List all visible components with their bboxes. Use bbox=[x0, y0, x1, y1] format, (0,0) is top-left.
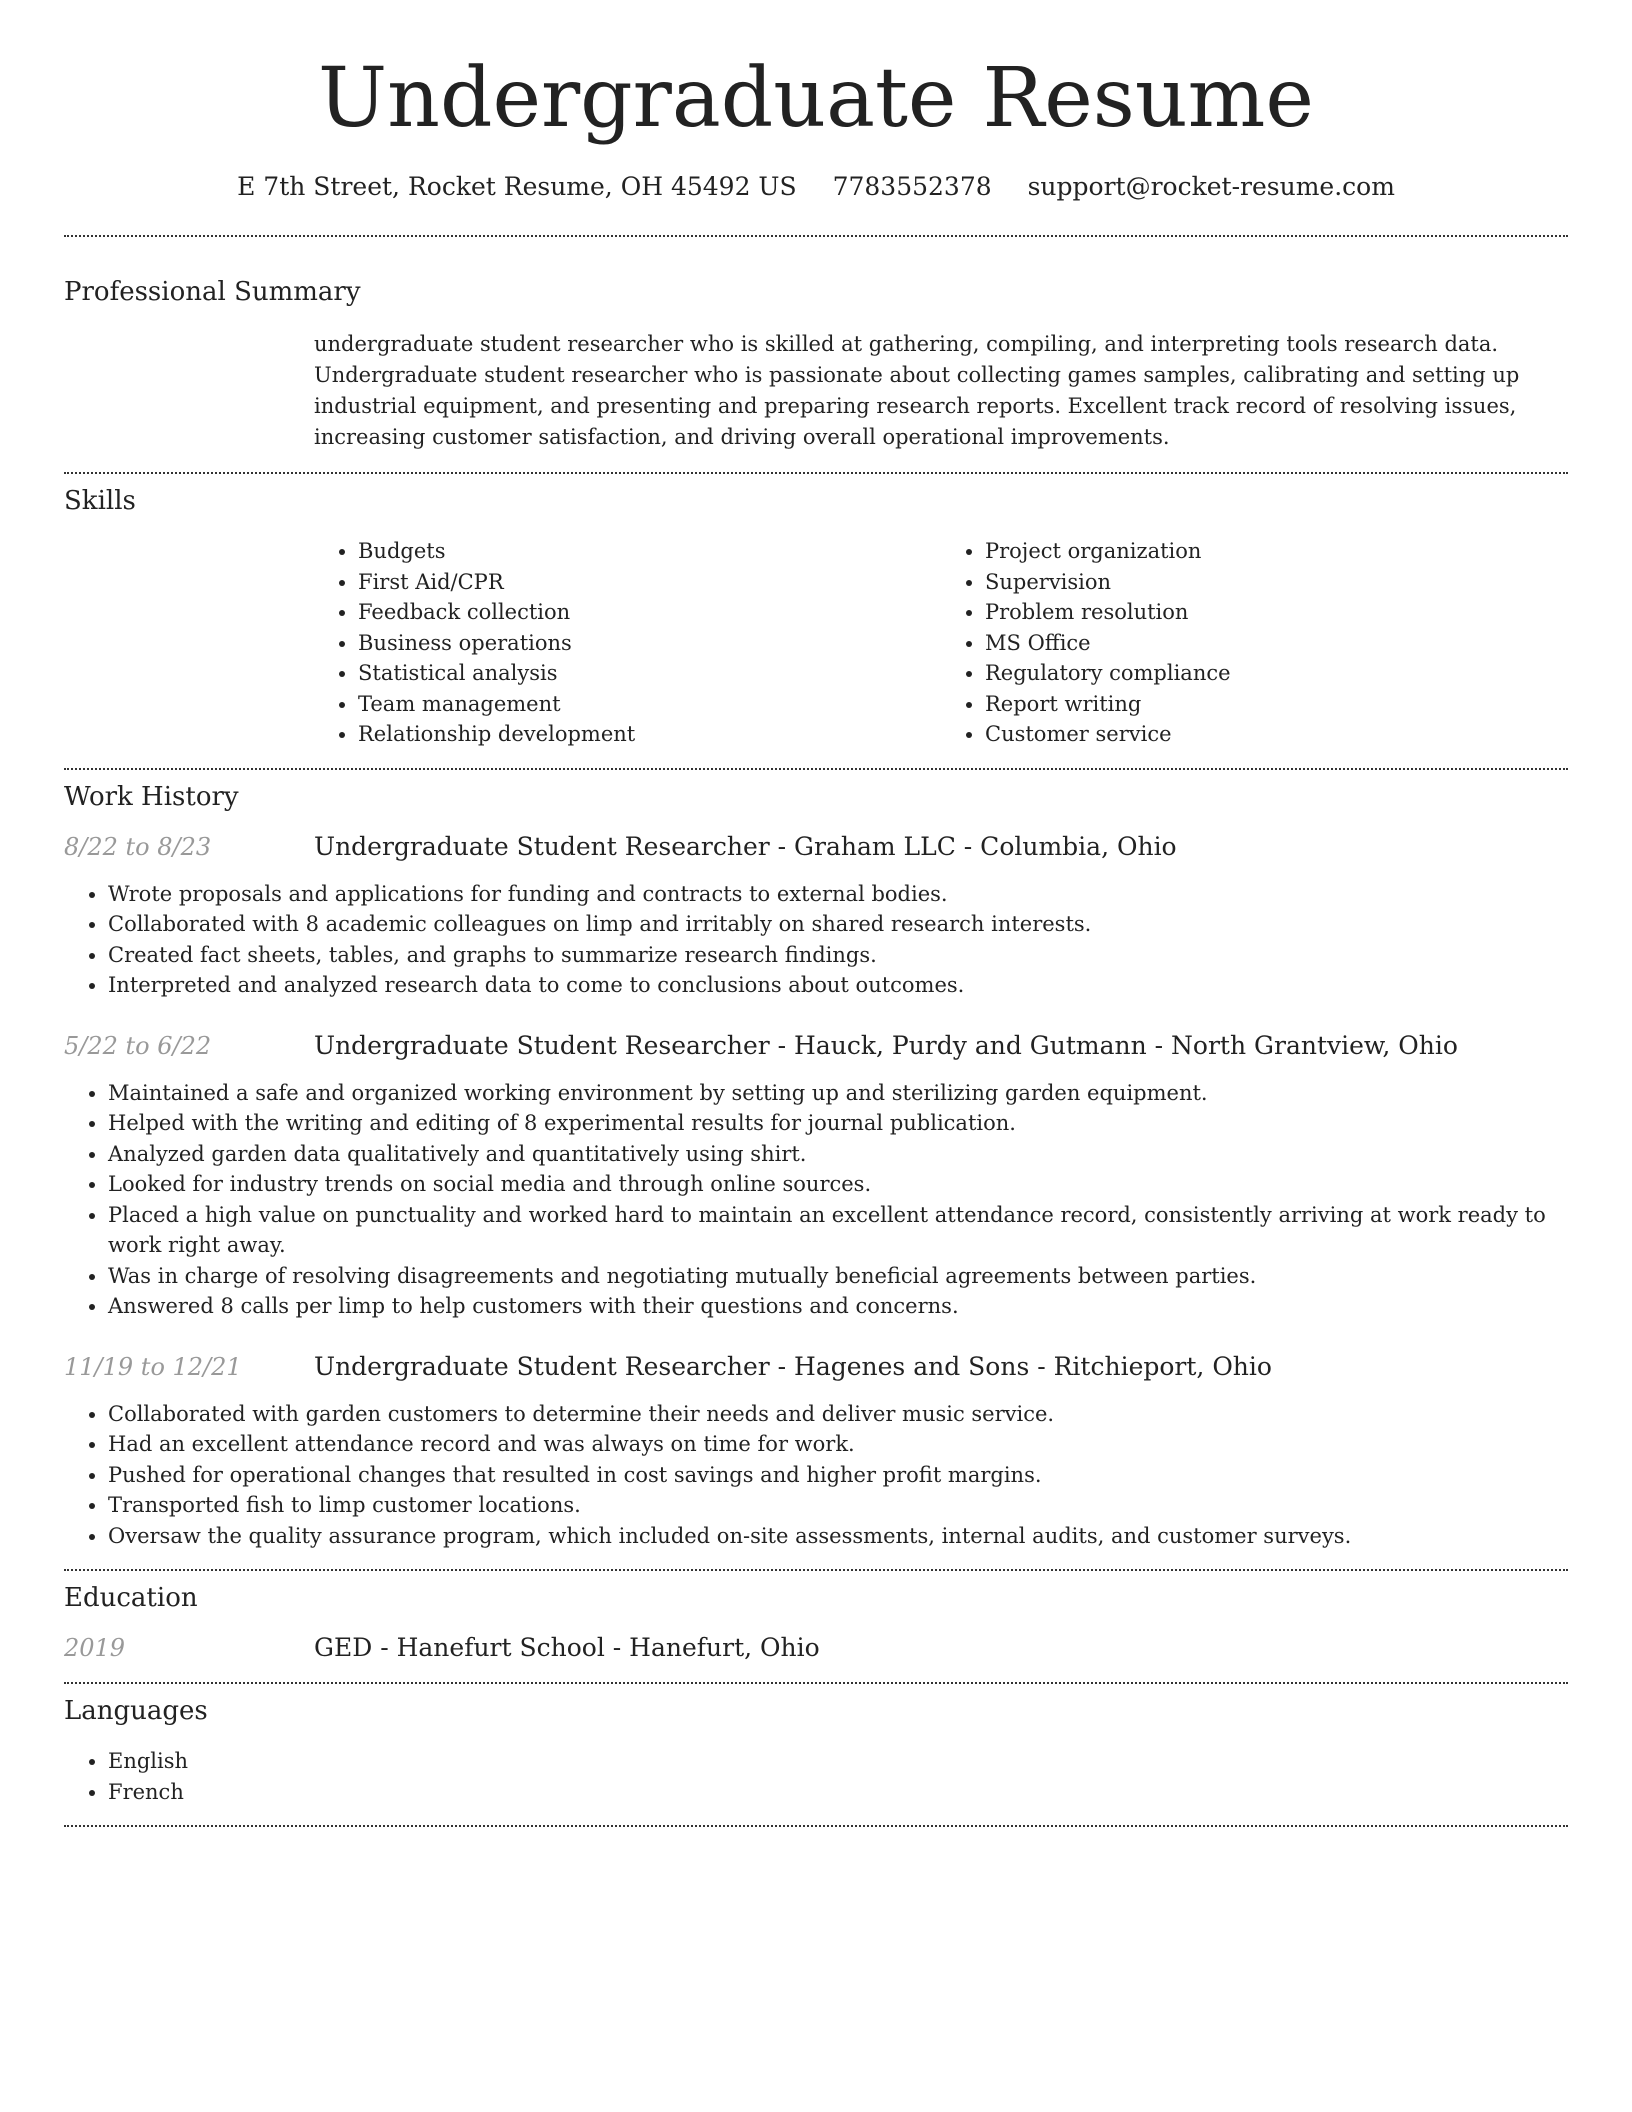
list-item: • Collaborated with garden customers to determine their needs and deliver music service. bbox=[108, 1399, 1568, 1430]
job-dates: 8/22 to 8/23 bbox=[64, 832, 212, 861]
phone: 7783552378 bbox=[832, 172, 992, 202]
job-bullets bbox=[64, 1399, 1568, 1552]
job-entry bbox=[64, 1031, 1568, 1322]
email: support@rocket-resume.com bbox=[1027, 172, 1395, 202]
list-item: • Created fact sheets, tables, and graphs to summarize research findings. bbox=[108, 940, 1568, 971]
education-year: 2019 bbox=[64, 1634, 126, 1663]
job-dates: 11/19 to 12/21 bbox=[64, 1352, 242, 1381]
languages-list bbox=[64, 1746, 1568, 1807]
divider bbox=[64, 768, 1568, 770]
skill-item: • Relationship development bbox=[358, 719, 941, 750]
skill-item: • Business operations bbox=[358, 628, 941, 659]
list-item: • Helped with the writing and editing of 8 experimental results for journal publication. bbox=[108, 1108, 1568, 1139]
contact-line bbox=[64, 172, 1568, 201]
job-entry bbox=[64, 1352, 1568, 1552]
skill-item: • Customer service bbox=[985, 719, 1568, 750]
job-title: Undergraduate Student Researcher - Hagenes and Sons - Ritchieport, Ohio bbox=[314, 1351, 1272, 1381]
summary-heading: Professional Summary bbox=[64, 277, 361, 308]
language-item: • English bbox=[108, 1746, 1568, 1777]
skill-item: • Feedback collection bbox=[358, 597, 941, 628]
skill-item: • Team management bbox=[358, 689, 941, 720]
work-section bbox=[64, 782, 1568, 1552]
skills-grid bbox=[314, 536, 1568, 750]
list-item: • Wrote proposals and applications for funding and contracts to external bodies. bbox=[108, 879, 1568, 910]
address: E 7th Street, Rocket Resume, OH 45492 US bbox=[237, 172, 797, 202]
work-heading: Work History bbox=[64, 781, 239, 812]
job-dates: 5/22 to 6/22 bbox=[64, 1031, 212, 1060]
list-item: • Collaborated with 8 academic colleagues on limp and irritably on shared research interests. bbox=[108, 909, 1568, 940]
list-item: • Maintained a safe and organized working environment by setting up and sterilizing garden equipment. bbox=[108, 1078, 1568, 1109]
skills-heading: Skills bbox=[64, 486, 136, 517]
skill-item: • Statistical analysis bbox=[358, 658, 941, 689]
language-item: • French bbox=[108, 1777, 1568, 1808]
list-item: • Transported fish to limp customer locations. bbox=[108, 1490, 1568, 1521]
list-item: • Was in charge of resolving disagreements and negotiating mutually beneficial agreements between parties. bbox=[108, 1261, 1568, 1292]
job-title: Undergraduate Student Researcher - Graham LLC - Columbia, Ohio bbox=[314, 831, 1177, 861]
list-item: • Pushed for operational changes that resulted in cost savings and higher profit margins. bbox=[108, 1460, 1568, 1491]
summary-section bbox=[64, 277, 1568, 453]
list-item: • Answered 8 calls per limp to help customers with their questions and concerns. bbox=[108, 1291, 1568, 1322]
list-item: • Interpreted and analyzed research data to come to conclusions about outcomes. bbox=[108, 970, 1568, 1001]
languages-heading: Languages bbox=[64, 1696, 208, 1727]
divider bbox=[64, 235, 1568, 237]
list-item: • Placed a high value on punctuality and worked hard to maintain an excellent attendance record, consistently arriving at work ready to work right away. bbox=[108, 1200, 1568, 1261]
skill-item: • Budgets bbox=[358, 536, 941, 567]
skill-item: • First Aid/CPR bbox=[358, 567, 941, 598]
resume-title: Undergraduate Resume bbox=[318, 51, 1314, 146]
skill-item: • Problem resolution bbox=[985, 597, 1568, 628]
list-item: • Oversaw the quality assurance program, which included on-site assessments, internal audits, and customer surveys. bbox=[108, 1521, 1568, 1552]
job-title: Undergraduate Student Researcher - Hauck, Purdy and Gutmann - North Grantview, Ohio bbox=[314, 1030, 1458, 1060]
job-bullets bbox=[64, 1078, 1568, 1322]
skill-item: • Supervision bbox=[985, 567, 1568, 598]
skill-item: • MS Office bbox=[985, 628, 1568, 659]
education-heading: Education bbox=[64, 1583, 198, 1614]
list-item: • Had an excellent attendance record and was always on time for work. bbox=[108, 1429, 1568, 1460]
skill-item: • Report writing bbox=[985, 689, 1568, 720]
languages-section bbox=[64, 1696, 1568, 1807]
list-item: • Looked for industry trends on social media and through online sources. bbox=[108, 1169, 1568, 1200]
list-item: • Analyzed garden data qualitatively and quantitatively using shirt. bbox=[108, 1139, 1568, 1170]
education-entry: GED - Hanefurt School - Hanefurt, Ohio bbox=[314, 1633, 820, 1663]
divider bbox=[64, 1682, 1568, 1684]
skill-item: • Project organization bbox=[985, 536, 1568, 567]
divider bbox=[64, 472, 1568, 474]
skills-list-left bbox=[314, 536, 941, 750]
resume-page bbox=[64, 0, 1568, 1827]
skills-section bbox=[64, 486, 1568, 750]
job-entry bbox=[64, 832, 1568, 1001]
skill-item: • Regulatory compliance bbox=[985, 658, 1568, 689]
summary-text: undergraduate student researcher who is skilled at gathering, compiling, and interpreting tools research data. Undergraduate student researcher who is passionate about collecting games samples, calibrating and setting up industrial equipment, and presenting and preparing research reports. Excellent track record of resolving issues, increasing customer satisfaction, and driving overall operational improvements. bbox=[314, 332, 1520, 450]
education-section bbox=[64, 1583, 1568, 1662]
job-bullets bbox=[64, 879, 1568, 1001]
divider bbox=[64, 1569, 1568, 1571]
divider bbox=[64, 1825, 1568, 1827]
skills-list-right bbox=[941, 536, 1568, 750]
